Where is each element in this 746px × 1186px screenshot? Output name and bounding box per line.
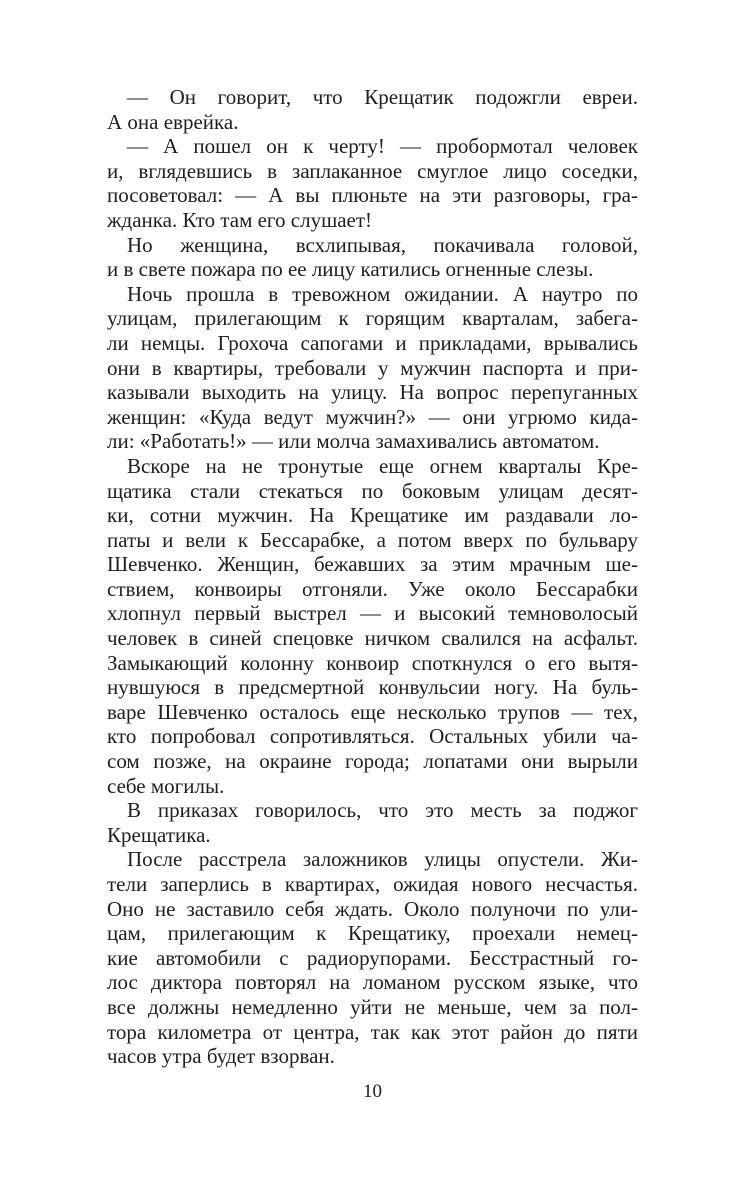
text-line: паты и вели к Бессарабке, а потом вверх по бульвару [107, 527, 638, 552]
text-line: Крещатика. [107, 822, 211, 847]
paragraph [107, 134, 638, 232]
text-line: улицам, прилегающим к горящим кварталам, забега- [107, 306, 638, 331]
text-line: В приказах говорилось, что это месть за поджог [127, 798, 638, 823]
text-line: казывали выходить на улицу. На вопрос перепуганных [107, 380, 638, 405]
text-line: и, вглядевшись в заплаканное смуглое лицо соседки, [107, 158, 638, 183]
text-line: Вскоре на не тронутые еще огнем кварталы Кре- [127, 453, 638, 478]
text-line: лос диктора повторял на ломаном русском языке, что [107, 970, 638, 995]
text-line: ствием, конвоиры отгоняли. Уже около Бессарабки [107, 576, 638, 601]
text-line: — Он говорит, что Крещатик подожгли евреи. [127, 85, 638, 109]
text-line: ли: «Работать!» — или молча замахивались автоматом. [107, 429, 600, 454]
text-line: кие автомобили с радиорупорами. Бесстрастный го- [107, 945, 638, 970]
text-line: себе могилы. [107, 773, 225, 798]
text-line: посоветовал: — А вы плюньте на эти разговоры, гра- [107, 183, 638, 208]
text-line: человек в синей спецовке ничком свалился на асфальт. [107, 626, 638, 651]
text-line: тора километра от центра, так как этот район до пяти [107, 1019, 638, 1044]
page-text-block [107, 85, 638, 1069]
text-line: часов утра будет взорван. [107, 1044, 335, 1069]
text-line: ки, сотни мужчин. На Крещатике им раздавали ло- [107, 503, 638, 528]
text-line: и в свете пожара по ее лицу катились огненные слезы. [107, 257, 594, 282]
text-line: тели заперлись в квартирах, ожидая нового несчастья. [107, 872, 638, 896]
text-line: все должны немедленно уйти не меньше, чем за пол- [107, 994, 638, 1019]
text-line: Оно не заставило себя ждать. Около полуночи по ули- [107, 896, 638, 921]
paragraph [107, 454, 638, 798]
text-line: нувшуюся в предсмертной конвульсии ногу. На буль- [107, 675, 638, 700]
text-line: — А пошел он к черту! — пробормотал человек [127, 134, 638, 159]
paragraph [107, 282, 638, 454]
text-line: щатика стали стекаться по боковым улицам десят- [107, 478, 638, 503]
paragraph [107, 847, 638, 1068]
text-line: После расстрела заложников улицы опустели. Жи- [127, 847, 638, 872]
page-number: 10 [363, 1081, 382, 1102]
paragraph [107, 798, 638, 847]
text-line: Ночь прошла в тревожном ожидании. А наутро по [127, 281, 638, 306]
text-line: Шевченко. Женщин, бежавших за этим мрачным ше- [107, 552, 638, 577]
text-line: они в квартиры, требовали у мужчин паспорта и при- [107, 355, 638, 380]
text-line: варе Шевченко осталось еще несколько трупов — тех, [107, 699, 638, 724]
text-line: хлопнул первый выстрел — и высокий темноволосый [107, 601, 638, 626]
text-line: сом позже, на окраине города; лопатами они вырыли [107, 749, 638, 774]
text-line: цам, прилегающим к Крещатику, проехали немец- [107, 921, 638, 946]
text-line: А она еврейка. [107, 109, 239, 134]
text-line: Замыкающий колонну конвоир споткнулся о его вытя- [107, 650, 638, 675]
text-line: ли немцы. Грохоча сапогами и прикладами, врывались [107, 330, 638, 355]
paragraph [107, 85, 638, 134]
paragraph [107, 233, 638, 282]
text-line: жданка. Кто там его слушает! [107, 207, 373, 232]
text-line: кто попробовал сопротивляться. Остальных убили ча- [107, 724, 638, 749]
text-line: женщин: «Куда ведут мужчин?» — они угрюмо кида- [107, 404, 638, 429]
text-line: Но женщина, всхлипывая, покачивала головой, [127, 232, 638, 257]
